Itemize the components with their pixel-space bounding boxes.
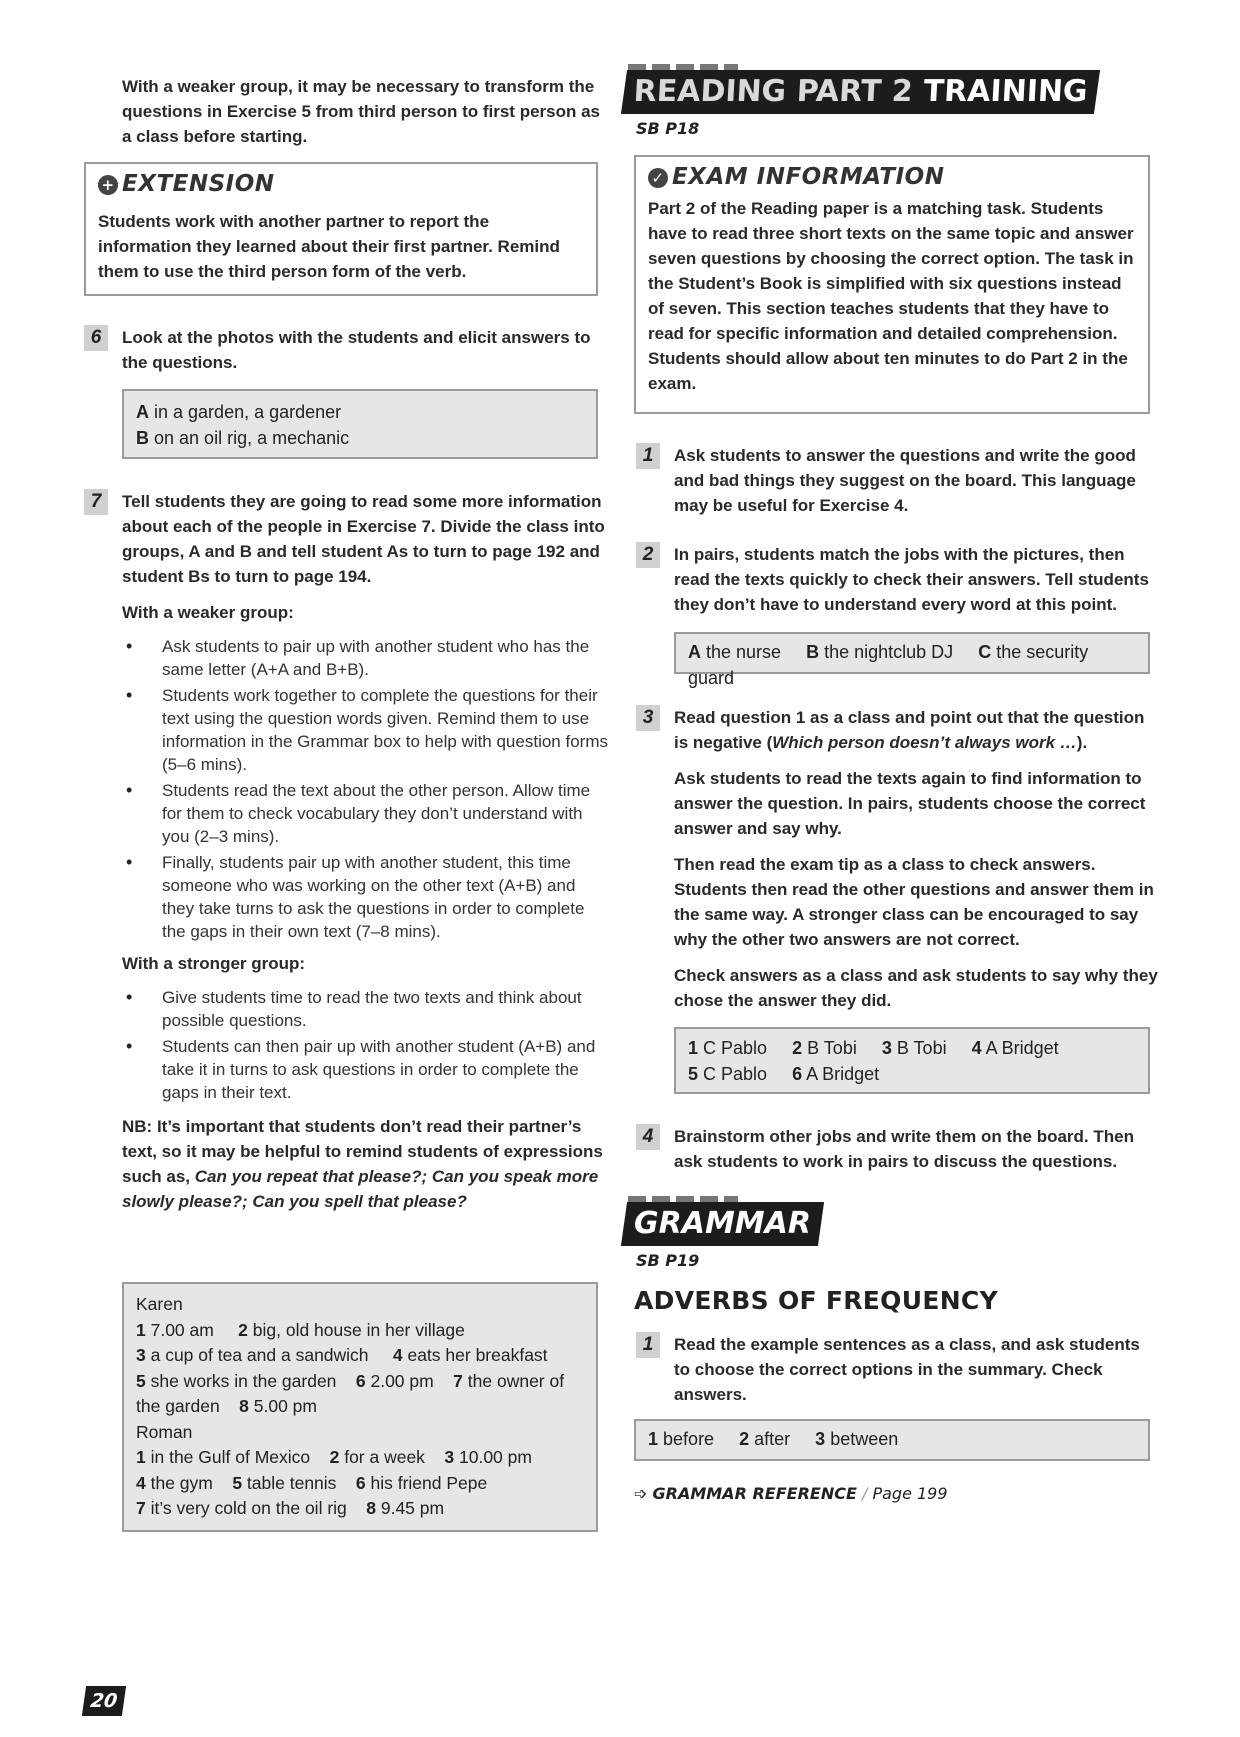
extension-box [84,162,598,296]
reading-part-2-banner [621,70,1101,114]
exercise-2-text: In pairs, students match the jobs with the pictures, then read the texts quickly to check their answers. Tell students they don’t have to understand every word at this point. [674,545,1149,614]
grammar-banner [621,1202,824,1246]
exercise-1-number: 1 [636,443,660,469]
arrow-right-icon: ➩ [634,1484,648,1503]
answer-row: 1 7.00 am 2 big, old house in her village [136,1319,465,1340]
weaker-group-list [122,635,608,943]
exam-information-text: Part 2 of the Reading paper is a matching task. Students have to read three short texts on the same topic and answer seven questions by choosing the correct option. The task in the Student’s Book is simplified with six questions instead of seven. This section teaches students that they have to read for specific information and detailed comprehension. Students should allow about ten minutes to do Part 2 in the exam. [648,199,1134,393]
grammar-banner-text: GRAMMAR [634,1206,811,1241]
page-number: 20 [82,1686,126,1716]
answer-row: 1 in the Gulf of Mexico 2 for a week 3 10.00 pm [136,1447,532,1467]
list-item: • Give students time to read the two texts and think about possible questions. [122,986,608,1032]
exercise-6-number: 6 [84,325,108,351]
extension-text: Students work with another partner to report the information they learned about their first partner. Remind them to use the third person form of the verb. [98,212,560,281]
list-item: • Finally, students pair up with another student, this time someone who was working on the other text (A+B) and they take turns to ask the questions in order to complete the gaps in their own text (7–8 mins). [122,851,608,943]
list-item: • Students read the text about the other person. Allow time for them to check vocabulary they don’t understand with you (2–3 mins). [122,779,608,848]
exercise-7-number: 7 [84,489,108,515]
grammar-exercise-1-text: Read the example sentences as a class, and ask students to choose the correct options in the summary. Check answers. [674,1335,1140,1404]
exercise-3-text-2: Ask students to read the texts again to find information to answer the question. In pairs, students choose the correct answer and say why. [674,769,1146,838]
list-item: • Students work together to complete the questions for their text using the question words given. Remind them to use information in the Grammar box to help with question forms (5–6 mins). [122,684,608,776]
answer-row: 1 C Pablo 2 B Tobi 3 B Tobi 4 A Bridget [688,1038,1059,1058]
adverbs-heading: ADVERBS OF FREQUENCY [634,1286,998,1315]
exercise-7-text: Tell students they are going to read some more information about each of the people in Exercise 7. Divide the class into groups, A and B and tell student As to turn to page 192 and student Bs to turn to page 194. [122,492,605,586]
exercise-3-answer-box [674,1027,1150,1094]
list-item: • Ask students to pair up with another student who has the same letter (A+A and B+B). [122,635,608,681]
exercise-1-text: Ask students to answer the questions and write the good and bad things they suggest on the board. This language may be useful for Exercise 4. [674,446,1136,515]
exercise-4-text: Brainstorm other jobs and write them on the board. Then ask students to work in pairs to discuss the questions. [674,1127,1134,1171]
grammar-exercise-1-number: 1 [636,1332,660,1358]
exercise-6-text: Look at the photos with the students and elicit answers to the questions. [122,328,591,372]
intro-paragraph: With a weaker group, it may be necessary to transform the questions in Exercise 5 from third person to first person as a class before starting. [122,77,601,146]
banner-title-light: READING PART 2 [631,74,916,109]
exercise-7-body [122,489,608,1214]
answer-row: 5 C Pablo 6 A Bridget [688,1064,880,1084]
exercise-3-body [674,705,1160,1013]
grammar-answer-box: 1 before 2 after 3 between [634,1419,1150,1461]
exercise-3-text-3: Then read the exam tip as a class to check answers. Students then read the other questions and answer them in the same way. A stronger class can be encouraged to say why the other two answers are not correct. [674,855,1154,949]
exam-information-box [634,155,1150,414]
list-item: • Students can then pair up with another student (A+B) and take it in turns to ask questions in order to complete the gaps in their text. [122,1035,608,1104]
nb-note: NB: It’s important that students don’t read their partner’s text, so it may be helpful to remind students of expressions such as, Can you repeat that please?; Can you speak more slowly please?; Can you spell that please? [122,1117,603,1211]
stronger-group-heading: With a stronger group: [122,954,306,973]
exercise-6-answer-box [122,389,598,459]
exam-information-title-text: EXAM INFORMATION [672,164,945,190]
grammar-reference-link[interactable] [634,1481,948,1506]
weaker-group-heading: With a weaker group: [122,603,294,622]
plus-icon: + [98,175,118,195]
extension-title [98,172,584,197]
answer-row: B on an oil rig, a mechanic [136,428,350,448]
reading-sb-reference: SB P18 [636,119,700,138]
answer-row: 3 a cup of tea and a sandwich 4 eats her breakfast [136,1345,548,1365]
grammar-reference-separator: / [861,1484,868,1503]
exercise-2-answer-box: A the nurse B the nightclub DJ C the security guard [674,632,1150,674]
banner-title-bold: TRAINING [920,74,1090,109]
roman-label: Roman [136,1421,193,1442]
exercise-4-number: 4 [636,1124,660,1150]
extension-title-text: EXTENSION [122,171,275,197]
check-icon: ✓ [648,168,668,188]
grammar-reference-label: GRAMMAR REFERENCE [652,1484,857,1503]
exercise-2-number: 2 [636,542,660,568]
exercise-3-text-4: Check answers as a class and ask students to say why they chose the answer they did. [674,966,1158,1010]
grammar-sb-reference: SB P19 [636,1251,700,1270]
exercise-3-text-1: Read question 1 as a class and point out that the question is negative (Which person doesn’t always work …). [674,708,1145,752]
exercise-3-number: 3 [636,705,660,731]
stronger-group-list [122,986,608,1104]
answer-row: 7 it’s very cold on the oil rig 8 9.45 pm [136,1498,445,1518]
answer-row: 4 the gym 5 table tennis 6 his friend Pepe [136,1472,488,1493]
answer-row: 5 she works in the garden 6 2.00 pm 7 the owner of the garden 8 5.00 pm [136,1370,565,1416]
karen-label: Karen [136,1294,183,1314]
exercise-7-answer-box [122,1282,598,1532]
grammar-reference-page: Page 199 [872,1484,948,1503]
answer-row: A in a garden, a gardener [136,402,342,422]
exam-information-title [648,165,1136,190]
